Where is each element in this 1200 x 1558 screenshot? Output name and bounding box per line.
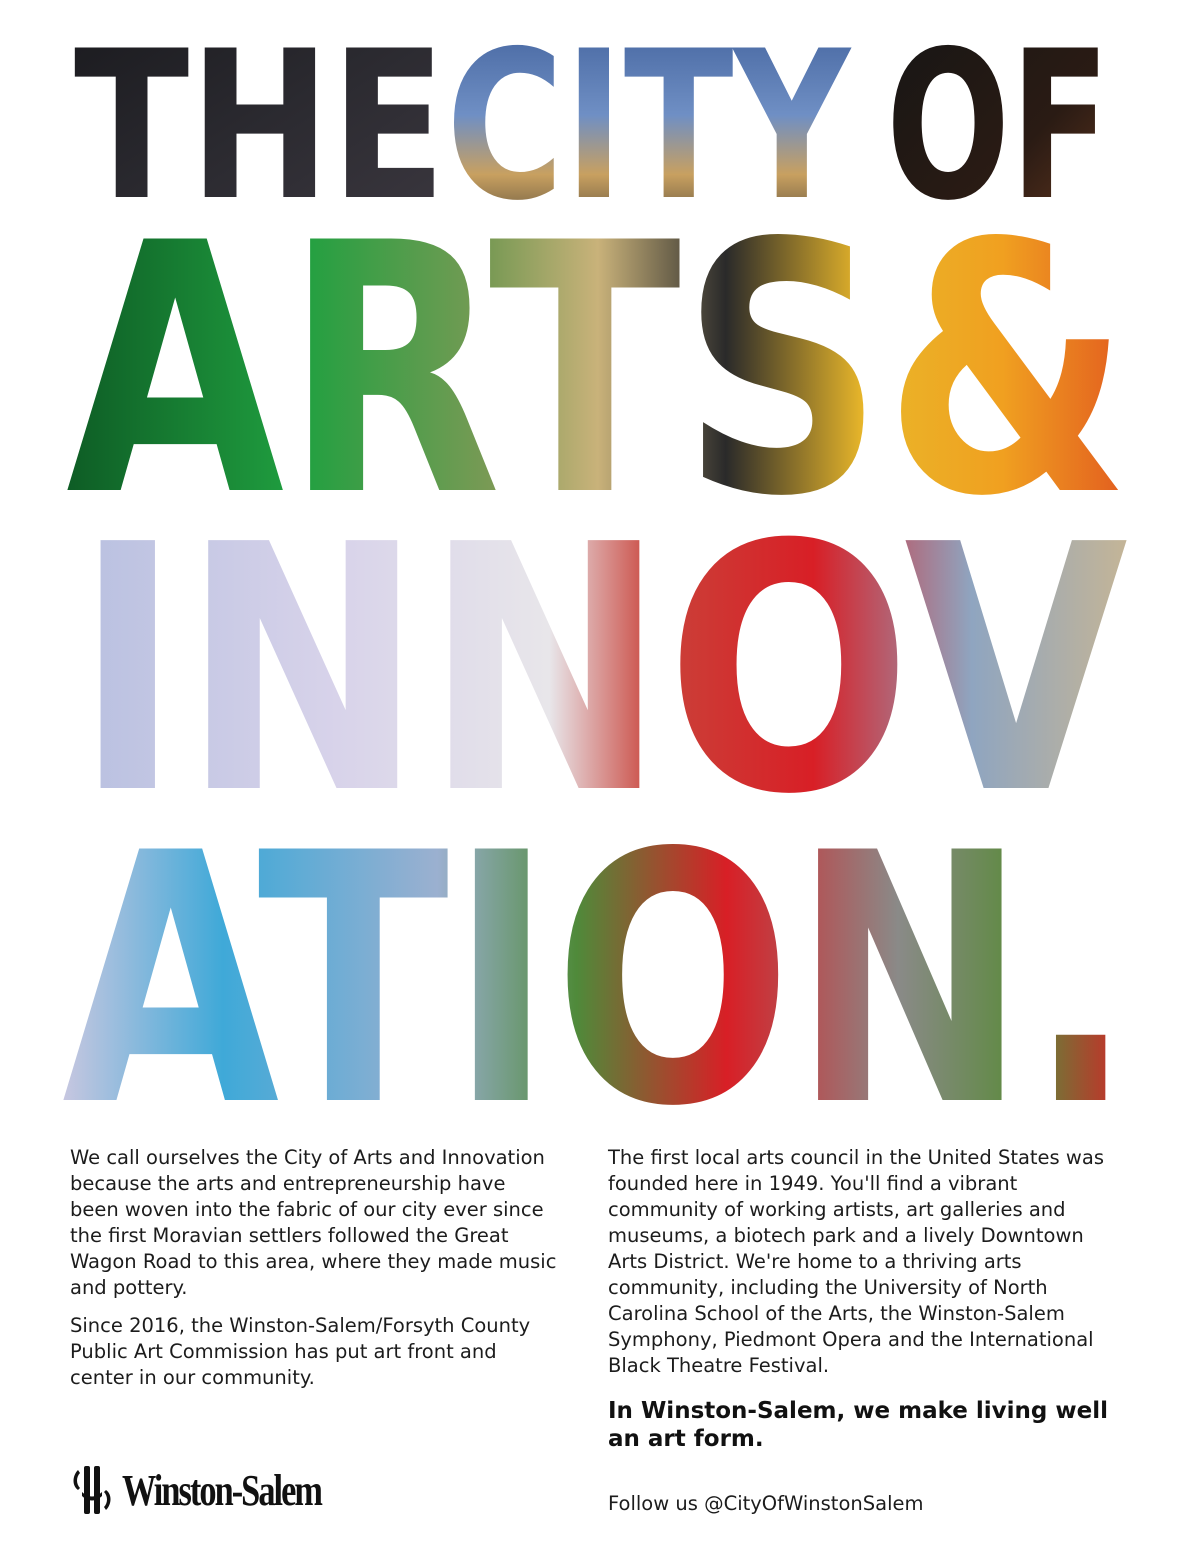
headline-city: CITY — [446, 8, 852, 246]
body-left-column — [70, 1145, 560, 1403]
logo-wordmark: Winston-Salem — [122, 1465, 322, 1515]
winston-salem-logo — [70, 1460, 377, 1520]
headline-arts: ARTS& — [66, 171, 1130, 572]
public-art-paragraph: Since 2016, the Winston-Salem/Forsyth County Public Art Commission has put art front and center in our community. — [70, 1314, 531, 1389]
body-right-column — [608, 1145, 1108, 1453]
headline-innov: INNOV — [74, 473, 1131, 869]
winston-salem-emblem-icon — [70, 1462, 114, 1518]
arts-council-paragraph: The first local arts council in the United States was founded here in 1949. You'll find a vibrant community of working artists, art galleries and museums, a biotech park and a lively Downtown Arts District. We're home to a thriving arts community, including the University of North Carolina School of the Arts, the Winston-Salem Symphony, Piedmont Opera and the International Black Theatre Festival. — [608, 1146, 1104, 1377]
headline-of: OF — [886, 8, 1110, 246]
intro-paragraph: We call ourselves the City of Arts and Innovation because the arts and entrepreneurship have been woven into the fabric of our city ever since the first Moravian settlers followed the Great Wagon Road to this area, where they made music and pottery. — [70, 1146, 557, 1299]
headline-ation: ATION. — [62, 781, 1134, 1110]
headline-the: THE — [74, 8, 446, 246]
social-follow-text: Follow us @CityOfWinstonSalem — [608, 1492, 924, 1515]
tagline: In Winston-Salem, we make living well an art form. — [608, 1398, 1108, 1452]
